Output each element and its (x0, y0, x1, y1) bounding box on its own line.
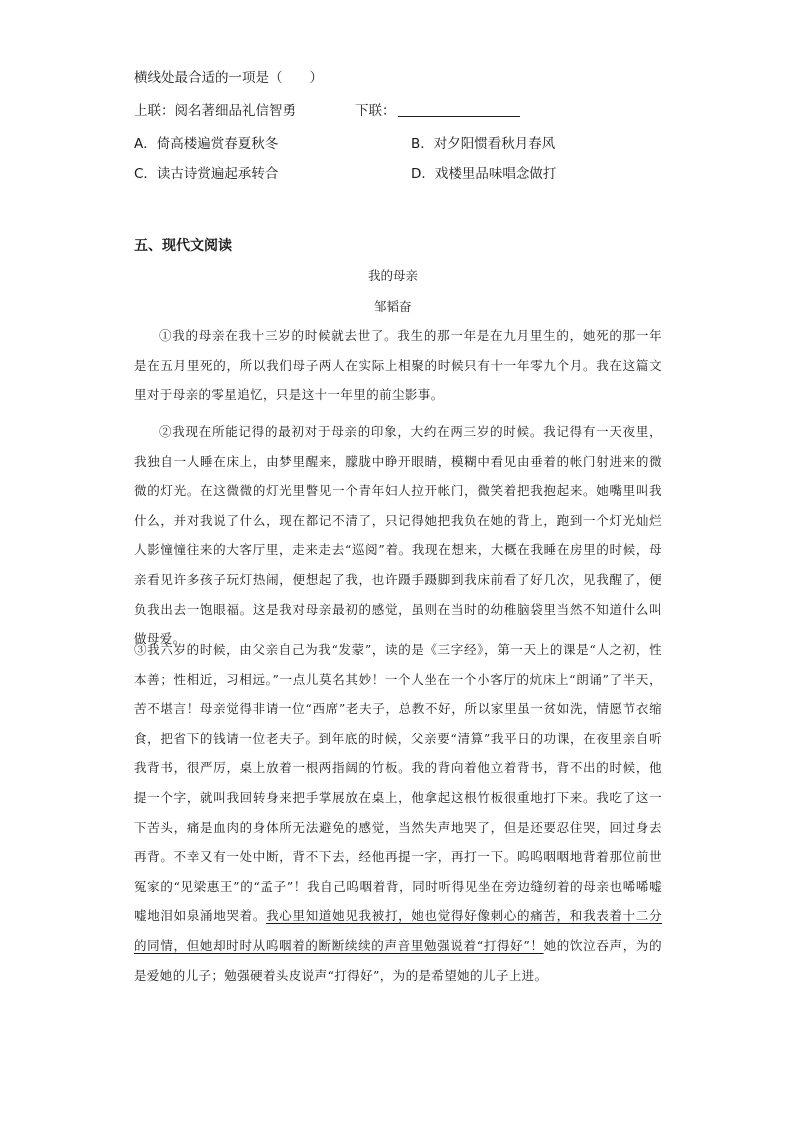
section-heading: 五、现代文阅读 (134, 238, 232, 254)
paragraph-3-text: ③我六岁的时候，由父亲自己为我“发蒙”，读的是《三字经》，第一天上的课是“人之初，性本善；性相近，习相远。”一点儿莫名其妙！一个人坐在一个小客厅的炕床上“朗诵”了半天，苦不堪言！母亲觉得非请一位“西席”老夫子，总教不好，所以家里虽一贫如洗，情愿节衣缩食，把省下的钱请一位老夫子。到年底的时候，父亲要“清算”我平日的功课，在夜里亲自听我背书，很严厉，桌上放着一根两指阔的竹板。我的背向着他立着背书，背不出的时候，他提一个字，就叫我回转身来把手掌展放在桌上，他拿起这根竹板很重地打下来。我吃了这一下苦头，痛是血肉的身体所无法避免的感觉，当然失声地哭了，但是还要忍住哭，回过身去再背。不幸又有一处中断，背不下去，经他再提一字，再打一下。呜呜咽咽地背着那位前世冤家的“见梁惠王”的“孟子”！我自己呜咽着背，同时听得见坐在旁边缝纫着的母亲也唏唏嘘嘘地泪如泉涌地哭着。 (134, 642, 662, 924)
option-d: D．戏楼里品味唱念做打 (411, 166, 557, 182)
couplet-lower (355, 99, 520, 119)
answer-blank (398, 102, 520, 117)
paragraph-1: ①我的母亲在我十三岁的时候就去世了。我生的那一年是在九月里生的，她死的那一年是在五月里死的，所以我们母子两人在实际上相聚的时候只有十一年零九个月。我在这篇文里对于母亲的零星追忆，只是这十一年里的前尘影事。 (134, 328, 662, 403)
option-a: A．倚高楼遍赏春夏秋冬 (134, 136, 279, 152)
article-title: 我的母亲 (368, 268, 419, 283)
article-author: 邹韬奋 (374, 299, 412, 314)
option-b: B．对夕阳惯看秋月春风 (411, 136, 556, 152)
option-c: C．读古诗赏遍起承转合 (134, 166, 279, 182)
couplet-lower-label: 下联： (355, 103, 396, 119)
paragraph-3-ending: 她的饮泣吞声，为的是爱她的儿子；勉强硬着头皮说声“打得好”，为的是希望她的儿子上进。 (134, 937, 662, 983)
question-stem: 横线处最合适的一项是（ ） (134, 70, 323, 86)
underlined-sentence: 我心里知道她见我被打，她也觉得好像刺心的痛苦，和我表着十二分的同情，但她却时时从呜咽着的断断续续的声音里勉强说着“打得好”！ (134, 908, 662, 953)
couplet-upper: 上联：阅名著细品礼信智勇 (134, 103, 296, 119)
paragraph-3 (134, 635, 662, 990)
paragraph-2: ②我现在所能记得的最初对于母亲的印象，大约在两三岁的时候。我记得有一天夜里，我独自一人睡在床上，由梦里醒来，朦胧中睁开眼睛，模糊中看见由垂着的帐门射进来的微微的灯光。在这微微的灯光里瞥见一个青年妇人拉开帐门，微笑着把我抱起来。她嘴里叫我什么，并对我说了什么，现在都记不清了，只记得她把我负在她的背上，跑到一个灯光灿烂人影憧憧往来的大客厅里，走来走去“巡阅”着。我现在想来，大概在我睡在房里的时候，母亲看见许多孩子玩灯热闹，便想起了我，也许蹑手蹑脚到我床前看了好几次，见我醒了，便负我出去一饱眼福。这是我对母亲最初的感觉，虽则在当时的幼稚脑袋里当然不知道什么叫做母爱。 (134, 424, 662, 647)
